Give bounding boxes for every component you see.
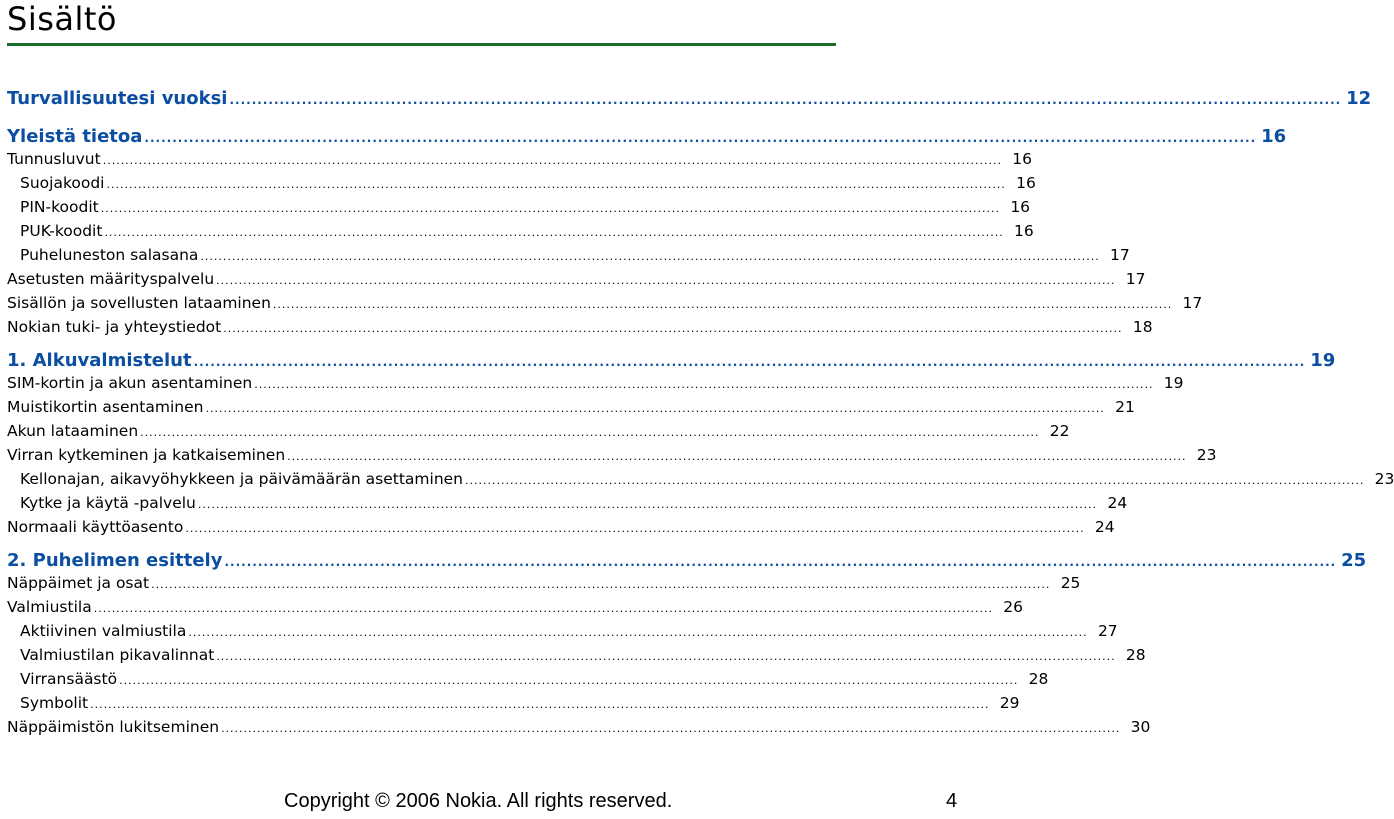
toc-entry[interactable] — [7, 318, 1153, 342]
dot-leader: ........................................................................................................................................................................................................ — [272, 298, 1173, 311]
toc-entry-label: Yleistä tietoa — [7, 126, 143, 147]
toc-entry[interactable] — [7, 718, 1151, 742]
dot-leader: ........................................................................................................................................................................................................ — [287, 450, 1187, 463]
dot-leader: ........................................................................................................................................................................................................ — [151, 578, 1051, 591]
toc-heading-entry[interactable] — [7, 126, 1287, 150]
dot-leader: ........................................................................................................................................................................................................ — [188, 626, 1088, 639]
toc-entry-page: 30 — [1130, 718, 1151, 736]
toc-entry-label: Tunnusluvut — [7, 150, 101, 168]
toc-entry[interactable] — [7, 446, 1217, 470]
toc-entry-label: PIN-koodit — [20, 198, 99, 216]
dot-leader: ........................................................................................................................................................................................................ — [185, 522, 1085, 535]
toc-entry[interactable] — [20, 198, 1031, 222]
toc-entry-label: Näppäimet ja osat — [7, 574, 150, 592]
dot-leader: ........................................................................................................................................................................................................ — [229, 93, 1342, 107]
toc-entry-page: 26 — [1003, 598, 1024, 616]
dot-leader: ........................................................................................................................................................................................................ — [197, 498, 1098, 511]
toc-entry[interactable] — [20, 470, 1394, 494]
toc-entry[interactable] — [7, 294, 1203, 318]
toc-entry-page: 24 — [1107, 494, 1128, 512]
toc-entry[interactable] — [20, 494, 1128, 518]
page-number: 4 — [946, 790, 958, 812]
toc-entry[interactable] — [7, 150, 1033, 174]
toc-entry-label: Asetusten määrityspalvelu — [7, 270, 215, 288]
toc-entry-label: Turvallisuutesi vuoksi — [7, 88, 228, 109]
toc-entry-label: SIM-kortin ja akun asentaminen — [7, 374, 253, 392]
toc-entry-label: Puheluneston salasana — [20, 246, 199, 264]
toc-entry-page: 18 — [1132, 318, 1153, 336]
toc-entry[interactable] — [7, 574, 1081, 598]
toc-entry-page: 17 — [1125, 270, 1146, 288]
dot-leader: ........................................................................................................................................................................................................ — [205, 402, 1105, 415]
toc-entry[interactable] — [20, 670, 1049, 694]
toc-entry-page: 23 — [1196, 446, 1217, 464]
dot-leader: ........................................................................................................................................................................................................ — [193, 355, 1306, 369]
toc-entry-page: 17 — [1110, 246, 1130, 264]
dot-leader: ........................................................................................................................................................................................................ — [106, 178, 1006, 191]
toc-entry[interactable] — [7, 270, 1146, 294]
toc-entry-label: Normaali käyttöasento — [7, 518, 184, 536]
toc-entry[interactable] — [7, 398, 1135, 422]
dot-leader: ........................................................................................................................................................................................................ — [216, 274, 1116, 287]
toc-entry-page: 29 — [999, 694, 1020, 712]
toc-entry-page: 28 — [1028, 670, 1049, 688]
toc-entry-page: 21 — [1115, 398, 1135, 416]
toc-entry-label: PUK-koodit — [20, 222, 103, 240]
toc-entry-page: 27 — [1097, 622, 1118, 640]
toc-entry-page: 19 — [1310, 350, 1336, 371]
dot-leader: ........................................................................................................................................................................................................ — [144, 131, 1257, 145]
dot-leader: ........................................................................................................................................................................................................ — [200, 250, 1100, 263]
page-title: Sisältö — [7, 0, 117, 38]
toc-entry-label: Akun lataaminen — [7, 422, 139, 440]
dot-leader: ........................................................................................................................................................................................................ — [102, 154, 1003, 167]
toc-entry[interactable] — [20, 694, 1020, 718]
toc-entry[interactable] — [20, 622, 1118, 646]
dot-leader: ........................................................................................................................................................................................................ — [465, 474, 1365, 487]
toc-entry-label: Suojakoodi — [20, 174, 105, 192]
dot-leader: ........................................................................................................................................................................................................ — [216, 650, 1116, 663]
toc-entry-label: Valmiustilan pikavalinnat — [20, 646, 215, 664]
toc-entry-page: 23 — [1374, 470, 1394, 488]
toc-entry[interactable] — [7, 374, 1184, 398]
toc-entry-page: 16 — [1016, 174, 1036, 192]
toc-entry[interactable] — [7, 518, 1115, 542]
copyright-footer: Copyright © 2006 Nokia. All rights reserved. — [284, 790, 673, 812]
dot-leader: ........................................................................................................................................................................................................ — [221, 722, 1121, 735]
toc-entry-label: Näppäimistön lukitseminen — [7, 718, 220, 736]
toc-entry-page: 12 — [1346, 88, 1372, 109]
toc-entry-page: 17 — [1182, 294, 1203, 312]
toc-entry-label: 1. Alkuvalmistelut — [7, 350, 192, 371]
toc-entry-label: Sisällön ja sovellusten lataaminen — [7, 294, 271, 312]
toc-heading-entry[interactable] — [7, 88, 1372, 112]
dot-leader: ........................................................................................................................................................................................................ — [93, 602, 994, 615]
toc-entry-label: Virran kytkeminen ja katkaiseminen — [7, 446, 286, 464]
toc-entry-label: Muistikortin asentaminen — [7, 398, 204, 416]
dot-leader: ........................................................................................................................................................................................................ — [104, 226, 1004, 239]
toc-entry[interactable] — [20, 246, 1130, 270]
dot-leader: ........................................................................................................................................................................................................ — [100, 202, 1001, 215]
toc-entry-label: Valmiustila — [7, 598, 92, 616]
toc-entry-page: 24 — [1094, 518, 1115, 536]
toc-entry-page: 25 — [1341, 550, 1367, 571]
toc-entry-page: 28 — [1125, 646, 1146, 664]
toc-entry[interactable] — [20, 174, 1036, 198]
toc-entry-label: Virransäästö — [20, 670, 118, 688]
dot-leader: ........................................................................................................................................................................................................ — [224, 555, 1337, 569]
toc-entry[interactable] — [7, 422, 1070, 446]
dot-leader: ........................................................................................................................................................................................................ — [140, 426, 1040, 439]
toc-entry[interactable] — [7, 598, 1024, 622]
toc-entry-label: 2. Puhelimen esittely — [7, 550, 223, 571]
toc-heading-entry[interactable] — [7, 550, 1367, 574]
toc-entry-page: 16 — [1012, 150, 1033, 168]
toc-entry[interactable] — [20, 646, 1146, 670]
toc-heading-entry[interactable] — [7, 350, 1336, 374]
toc-entry-page: 22 — [1049, 422, 1070, 440]
toc-entry-page: 16 — [1010, 198, 1031, 216]
toc-entry-label: Kellonajan, aikavyöhykkeen ja päivämäärän asettaminen — [20, 470, 463, 488]
toc-entry[interactable] — [20, 222, 1034, 246]
dot-leader: ........................................................................................................................................................................................................ — [254, 378, 1154, 391]
title-divider — [7, 43, 836, 46]
toc-entry-label: Symbolit — [20, 694, 89, 712]
toc-entry-page: 25 — [1060, 574, 1081, 592]
dot-leader: ........................................................................................................................................................................................................ — [119, 674, 1019, 687]
toc-entry-label: Nokian tuki- ja yhteystiedot — [7, 318, 222, 336]
dot-leader: ........................................................................................................................................................................................................ — [223, 322, 1123, 335]
toc-entry-label: Kytke ja käytä -palvelu — [20, 494, 196, 512]
toc-entry-label: Aktiivinen valmiustila — [20, 622, 187, 640]
dot-leader: ........................................................................................................................................................................................................ — [90, 698, 990, 711]
toc-entry-page: 16 — [1261, 126, 1287, 147]
toc-entry-page: 16 — [1014, 222, 1034, 240]
toc-entry-page: 19 — [1163, 374, 1184, 392]
